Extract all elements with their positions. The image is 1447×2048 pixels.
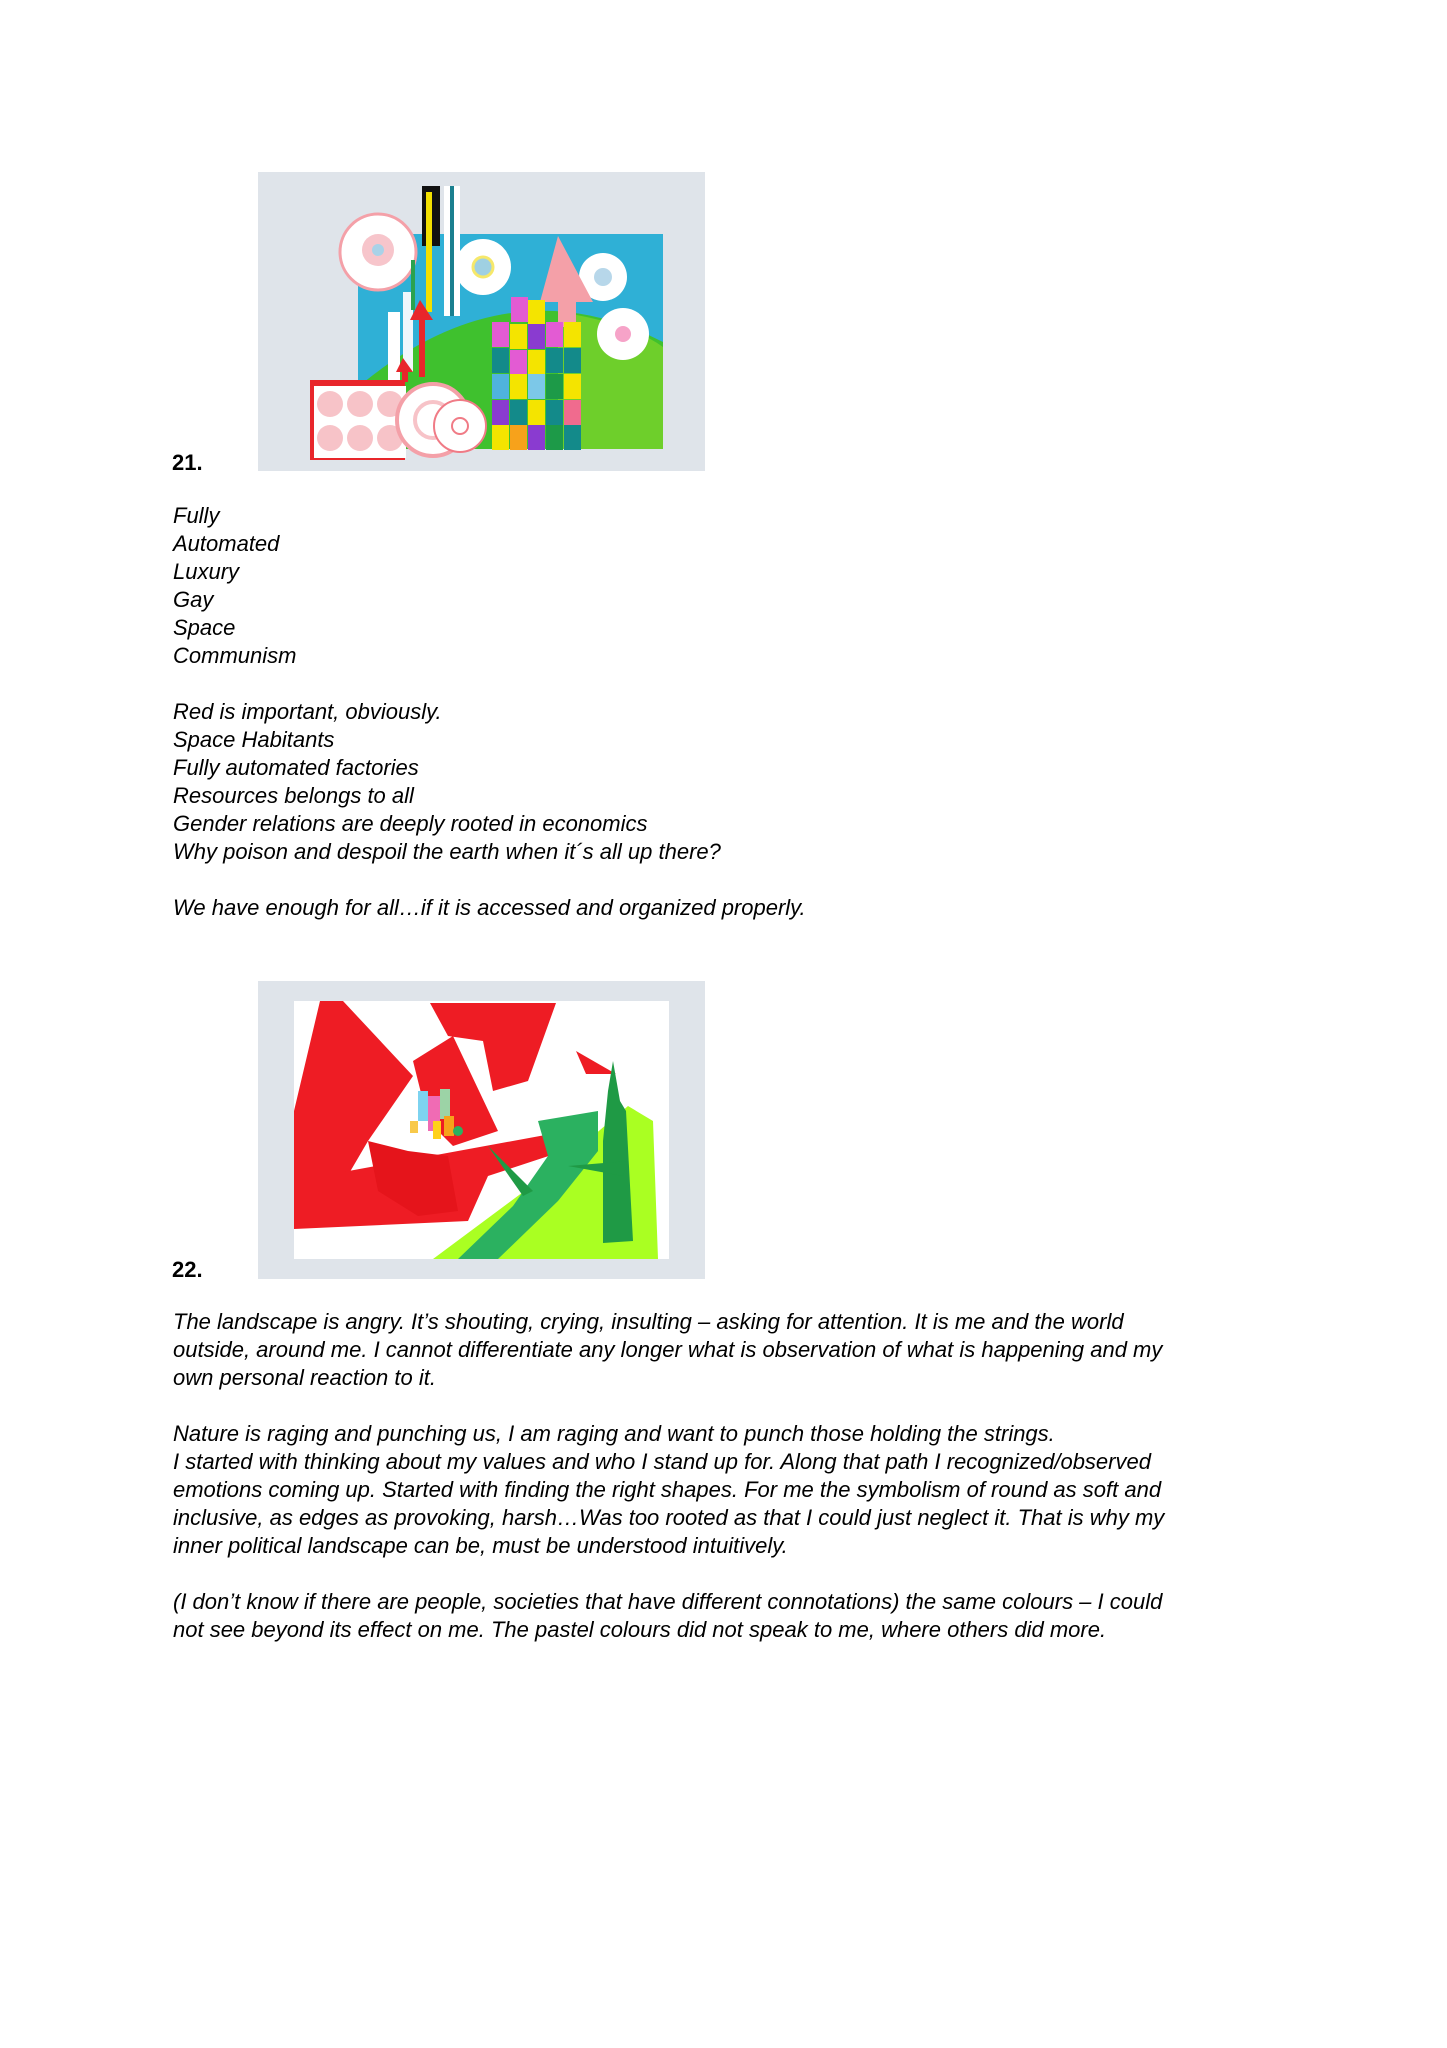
paragraph-2-line: I started with thinking about my values and who I stand up for. Along that path I recognized/observed	[173, 1449, 1151, 1474]
paragraph-3-line: not see beyond its effect on me. The pastel colours did not speak to me, where others did more.	[173, 1617, 1107, 1642]
collage-image-icon	[258, 172, 705, 471]
list-line: Fully automated factories	[173, 755, 419, 780]
entry-22-text	[173, 1308, 1293, 1644]
paragraph-2-line: inner political landscape can be, must be understood intuitively.	[173, 1533, 788, 1558]
paragraph-1-line: own personal reaction to it.	[173, 1365, 436, 1390]
artwork-21-image	[258, 172, 705, 471]
list-line: Space Habitants	[173, 727, 335, 752]
paragraph-2-line: emotions coming up. Started with finding the right shapes. For me the symbolism of round as soft and	[173, 1477, 1162, 1502]
paragraph-1-line: The landscape is angry. It’s shouting, crying, insulting – asking for attention. It is me and the world	[173, 1309, 1124, 1334]
title-line: Automated	[173, 531, 280, 556]
title-line: Space	[173, 615, 236, 640]
paragraph-2-line: inclusive, as edges as provoking, harsh…Was too rooted as that I could just neglect it. That is why my	[173, 1505, 1165, 1530]
title-line: Communism	[173, 643, 297, 668]
list-line: Why poison and despoil the earth when it´s all up there?	[173, 839, 721, 864]
closing-line: We have enough for all…if it is accessed and organized properly.	[173, 895, 806, 920]
title-line: Gay	[173, 587, 214, 612]
list-line: Gender relations are deeply rooted in economics	[173, 811, 648, 836]
title-line: Fully	[173, 503, 220, 528]
list-line: Red is important, obviously.	[173, 699, 442, 724]
title-line: Luxury	[173, 559, 240, 584]
spacer	[173, 1560, 1293, 1588]
paragraph-1-line: outside, around me. I cannot differentiate any longer what is observation of what is happening and my	[173, 1337, 1163, 1362]
entry-21-text	[173, 502, 1293, 922]
spacer	[173, 1392, 1293, 1420]
spacer	[173, 866, 1293, 894]
entry-number-21: 21.	[172, 450, 203, 475]
paragraph-2-line: Nature is raging and punching us, I am raging and want to punch those holding the strings.	[173, 1421, 1055, 1446]
spacer	[173, 670, 1293, 698]
collage-image-icon	[258, 981, 705, 1279]
paragraph-3-line: (I don’t know if there are people, societies that have different connotations) the same colours – I could	[173, 1589, 1163, 1614]
artwork-22-image	[258, 981, 705, 1279]
entry-number-22: 22.	[172, 1257, 203, 1282]
list-line: Resources belongs to all	[173, 783, 414, 808]
